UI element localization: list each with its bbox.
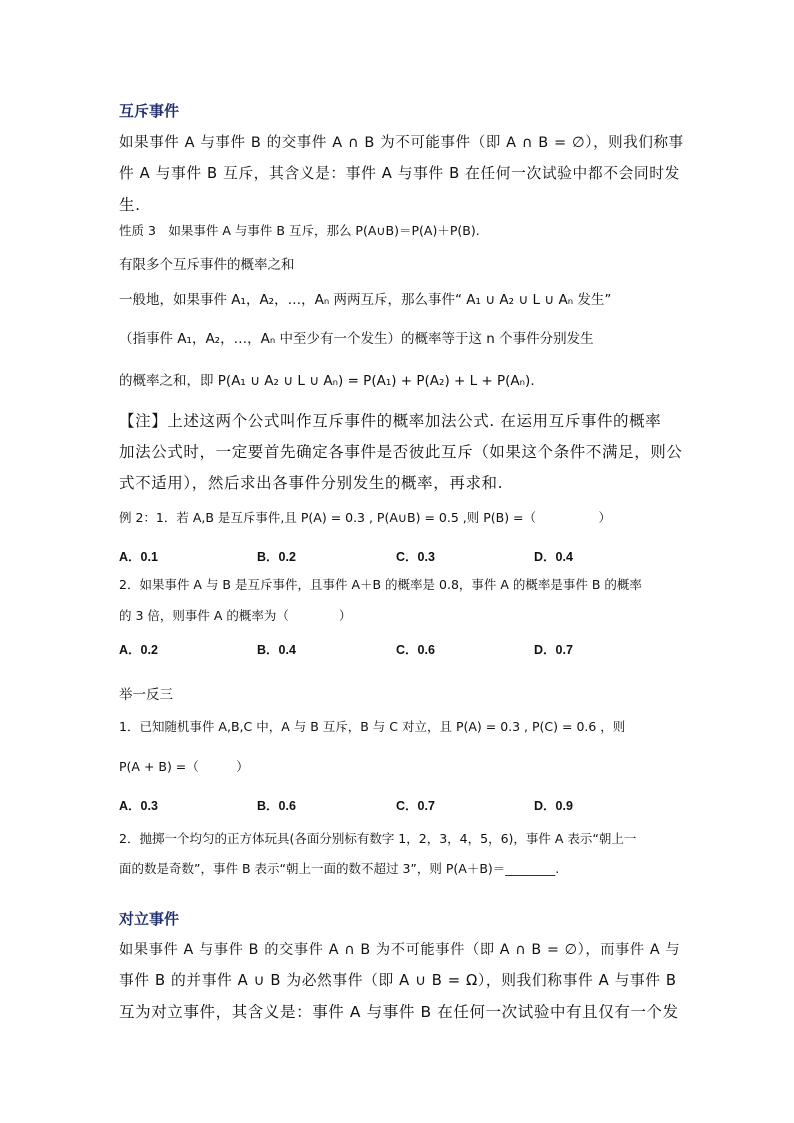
note-line-2: 加法公式时，一定要首先确定各事件是否彼此互斥（如果这个条件不满足，则公 [119, 443, 683, 461]
complementary-definition-line-3: 互为对立事件，其含义是：事件 A 与事件 B 在任何一次试验中有且仅有一个发 [119, 1003, 679, 1021]
finite-sum-line-2: （指事件 A₁，A₂，…，Aₙ 中至少有一个发生）的概率等于这 n 个事件分别发生 [119, 331, 594, 347]
practice-question-1-line-1: 1．已知随机事件 A,B,C 中，A 与 B 互斥，B 与 C 对立，且 P(A) = 0.3 , P(C) = 0.6 ，则 [119, 719, 626, 734]
ex2-q1-option-d: D．0.4 [534, 550, 573, 564]
definition-line-3: 生. [119, 196, 141, 214]
ex2-q1-option-c: C．0.3 [396, 550, 435, 564]
ex2-q2-option-a: A．0.2 [119, 643, 158, 657]
practice-question-2-line-2: 面的数是奇数”，事件 B 表示“朝上一面的数不超过 3”，则 P(A＋B)＝________. [119, 861, 560, 876]
complementary-definition-line-2: 事件 B 的并事件 A ∪ B 为必然事件（即 A ∪ B = Ω），则我们称事件 A 与事件 B [119, 972, 677, 989]
ex2-q2-option-b: B．0.4 [257, 643, 296, 657]
practice-question-2-line-1: 2．抛掷一个均匀的正方体玩具(各面分别标有数字 1，2，3，4，5，6)，事件 A 表示“朝上一 [119, 831, 637, 846]
finite-sum-title: 有限多个互斥事件的概率之和 [119, 257, 295, 273]
complementary-definition-line-1: 如果事件 A 与事件 B 的交事件 A ∩ B 为不可能事件（即 A ∩ B = ∅），而事件 A 与 [119, 942, 681, 958]
definition-line-1: 如果事件 A 与事件 B 的交事件 A ∩ B 为不可能事件（即 A ∩ B = ∅），则我们称事 [119, 135, 684, 151]
definition-line-2: 件 A 与事件 B 互斥，其含义是：事件 A 与事件 B 在任何一次试验中都不会同时发 [119, 165, 680, 182]
section-heading-complementary: 对立事件 [119, 910, 180, 928]
example-2-question-2-line-2: 的 3 倍，则事件 A 的概率为（ ） [119, 608, 352, 623]
practice-q1-option-d: D．0.9 [534, 799, 573, 813]
finite-sum-formula: 的概率之和，即 P(A₁ ∪ A₂ ∪ L ∪ Aₙ) = P(A₁) + P(A₂) + L + P(Aₙ). [119, 373, 535, 389]
practice-question-1-line-2: P(A + B) =（ ） [119, 759, 249, 774]
example-2-question-1: 例 2：1．若 A,B 是互斥事件,且 P(A) = 0.3 , P(A∪B) = 0.5 ,则 P(B) =（ ） [119, 510, 612, 525]
ex2-q2-option-d: D．0.7 [534, 643, 573, 657]
note-line-3: 式不适用），然后求出各事件分别发生的概率，再求和. [119, 474, 504, 492]
practice-q1-option-c: C．0.7 [396, 799, 435, 813]
ex2-q2-option-c: C．0.6 [396, 643, 435, 657]
section-heading-mutually-exclusive: 互斥事件 [119, 102, 180, 120]
finite-sum-line-1: 一般地，如果事件 A₁，A₂，…，Aₙ 两两互斥，那么事件“ A₁ ∪ A₂ ∪ L ∪ Aₙ 发生” [119, 292, 612, 308]
example-2-question-2-line-1: 2．如果事件 A 与 B 是互斥事件，且事件 A＋B 的概率是 0.8，事件 A 的概率是事件 B 的概率 [119, 577, 642, 592]
practice-q1-option-b: B．0.6 [257, 799, 296, 813]
practice-q1-option-a: A．0.3 [119, 799, 158, 813]
ex2-q1-option-a: A．0.1 [119, 550, 158, 564]
note-line-1: 【注】上述这两个公式叫作互斥事件的概率加法公式. 在运用互斥事件的概率 [119, 412, 662, 430]
practice-title: 举一反三 [119, 687, 173, 703]
property-3: 性质 3 如果事件 A 与事件 B 互斥，那么 P(A∪B)＝P(A)＋P(B). [119, 223, 480, 238]
ex2-q1-option-b: B．0.2 [257, 550, 296, 564]
